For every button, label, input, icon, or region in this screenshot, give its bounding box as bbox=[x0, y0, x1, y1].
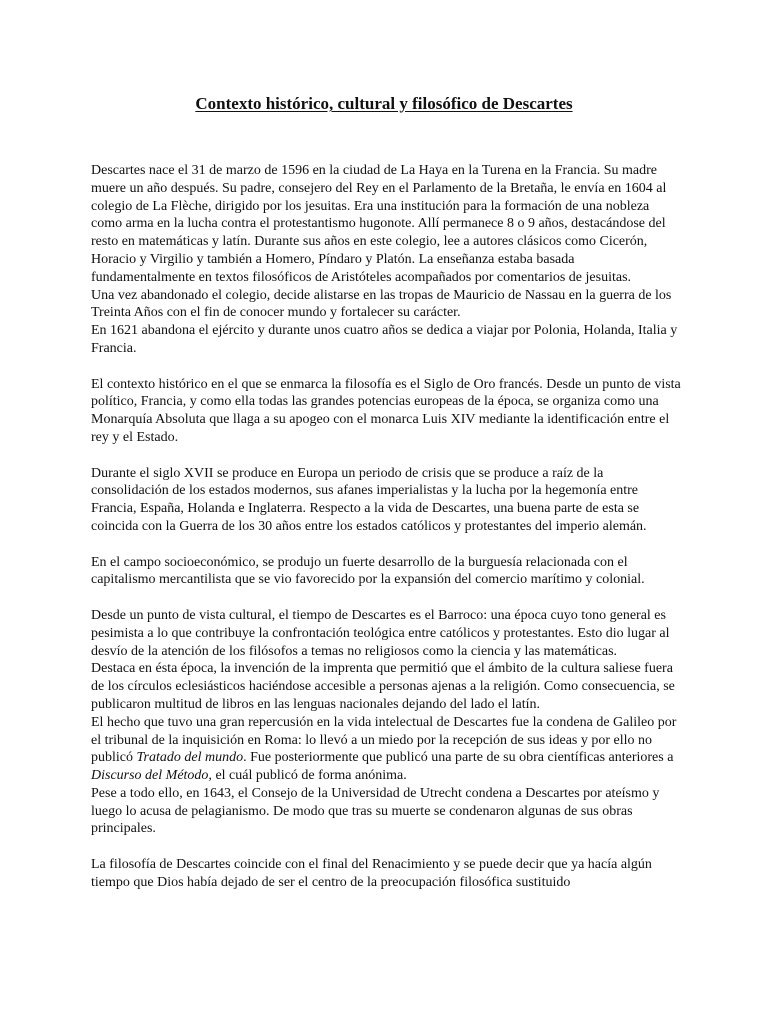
paragraph-spacer bbox=[91, 447, 681, 465]
paragraph-galileo bbox=[91, 714, 681, 785]
paragraph-biography: Descartes nace el 31 de marzo de 1596 en la ciudad de La Haya en la Turena en la Francia. Su madre muere un año después. Su padre, consejero del Rey en el Parlamento de la Bretaña, le envía en 1604 al colegio de La Flèche, dirigido por los jesuitas. Era una institución para la formación de una nobleza como arma en la lucha contra el protestantismo hugonote. Allí permanece 8 o 9 años, destacándose del resto en matemáticas y latín. Durante sus años en este colegio, lee a autores clásicos como Cicerón, Horacio y Virgilio y también a Homero, Píndaro y Platón. La enseñanza estaba basada fundamentalmente en textos filosóficos de Aristóteles acompañados por comentarios de jesuitas. bbox=[91, 163, 667, 285]
galileo-text-1: El hecho que tuvo una gran repercusión en la vida intelectual de Descartes fue la condena de Galileo por el tribunal de la inquisición en Roma: lo llevó a un miedo por la recepción de sus ideas y por ello no publicó bbox=[91, 714, 677, 766]
paragraph-military: Una vez abandonado el colegio, decide alistarse en las tropas de Mauricio de Nassau en la guerra de los Treinta Años con el fin de conocer mundo y fortalecer su carácter. bbox=[91, 287, 672, 321]
paragraph-travels: En 1621 abandona el ejército y durante unos cuatro años se dedica a viajar por Polonia, Holanda, Italia y Francia. bbox=[91, 323, 678, 356]
title-tratado-del-mundo: Tratado del mundo bbox=[136, 750, 244, 766]
galileo-text-2: . Fue posteriormente que publicó una parte de su obra científicas anteriores a bbox=[243, 750, 674, 766]
paragraph-cultural: Desde un punto de vista cultural, el tiempo de Descartes es el Barroco: una época cuyo tono general es pesimista a lo que contribuye la confrontación teológica entre católicos y protestantes. Esto dio lugar al desvío de la atención de los filósofos a temas no religiosos como la ciencia y las matemáticas. bbox=[91, 607, 670, 659]
paragraph-spacer bbox=[91, 358, 681, 376]
paragraph-printing: Destaca en ésta época, la invención de la imprenta que permitió que el ámbito de la cultura saliese fuera de los círculos eclesiásticos haciéndose accesible a personas ajenas a la religión. Como consecuencia, se publicaron multitud de libros en las lenguas nacionales dejando del lado el latín. bbox=[91, 661, 675, 712]
paragraph-crisis: Durante el siglo XVII se produce en Europa un periodo de crisis que se produce a raíz de la consolidación de los estados modernos, sus afanes imperialistas y la lucha por la hegemonía entre Francia, España, Holanda e Inglaterra. Respecto a la vida de Descartes, una buena parte de esta se coincida con la Guerra de los 30 años entre los estados católicos y protestantes del imperio alemán. bbox=[91, 465, 647, 534]
document-body bbox=[91, 162, 681, 892]
document-title: Contexto histórico, cultural y filosófico de Descartes bbox=[195, 94, 573, 113]
paragraph-socioeconomic: En el campo socioeconómico, se produjo un fuerte desarrollo de la burguesía relacionada con el capitalismo mercantilista que se vio favorecido por la expansión del comercio marítimo y colonial. bbox=[91, 554, 645, 588]
paragraph-spacer bbox=[91, 838, 681, 856]
title-discurso-del-metodo: Discurso del Método, bbox=[91, 768, 212, 784]
paragraph-utrecht: Pese a todo ello, en 1643, el Consejo de la Universidad de Utrecht condena a Descartes por ateísmo y luego lo acusa de pelagianismo. De modo que tras su muerte se condenaron algunas de sus obras principales. bbox=[91, 785, 660, 837]
paragraph-spacer bbox=[91, 589, 681, 607]
paragraph-spacer bbox=[91, 536, 681, 554]
paragraph-historical-context: El contexto histórico en el que se enmarca la filosofía es el Siglo de Oro francés. Desde un punto de vista político, Francia, y como ella todas las grandes potencias europeas de la época, se organiza como una Monarquía Absoluta que llaga a su apogeo con el monarca Luis XIV mediante la identificación entre el rey y el Estado. bbox=[91, 376, 681, 445]
galileo-text-3: el cuál publicó de forma anónima. bbox=[211, 768, 407, 784]
paragraph-renaissance: La filosofía de Descartes coincide con el final del Renacimiento y se puede decir que ya hacía algún tiempo que Dios había dejado de ser el centro de la preocupación filosófica sustituido bbox=[91, 857, 652, 890]
